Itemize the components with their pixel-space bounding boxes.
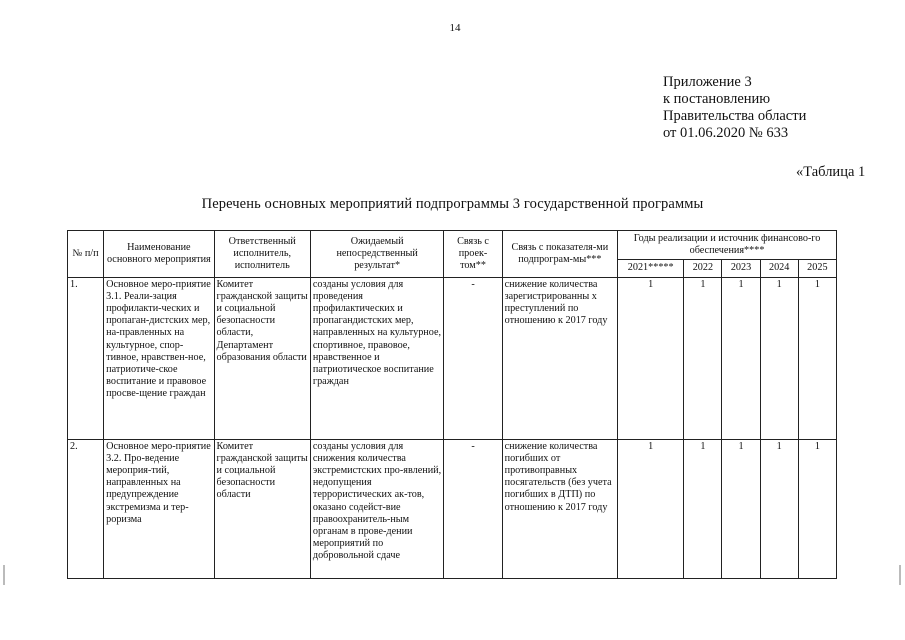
- header-year: 2021*****: [618, 260, 684, 277]
- cell-year-value: 1: [760, 439, 798, 578]
- table-row: [68, 439, 837, 578]
- activities-table: [67, 230, 837, 579]
- header-executor: Ответственный исполнитель, исполнитель: [214, 231, 310, 278]
- page-number: 14: [449, 22, 461, 34]
- cell-year-value: 1: [722, 439, 760, 578]
- document-title: Перечень основных мероприятий подпрограммы 3 государственной программы: [201, 196, 704, 212]
- appendix-line: к постановлению: [663, 91, 771, 107]
- scan-margin-mark: [899, 565, 901, 585]
- table-row: [68, 277, 837, 439]
- header-num: № п/п: [68, 231, 104, 278]
- cell-project: -: [444, 277, 502, 439]
- cell-name: Основное меро-приятие 3.2. Про-ведение мероприя-тий, направленных на предупреждение экстремизма и тер-роризма: [104, 439, 214, 578]
- cell-year-value: 1: [722, 277, 760, 439]
- cell-project: -: [444, 439, 502, 578]
- cell-result: созданы условия для проведения профилактических и пропагандистских мер, направленных на культурное, спортивное, правовое, нравственное и патриотическое воспитание граждан: [310, 277, 444, 439]
- appendix-line: от 01.06.2020 № 633: [663, 125, 789, 141]
- scan-margin-mark: [3, 565, 5, 585]
- appendix-line: Правительства области: [663, 108, 807, 124]
- cell-num: 1.: [68, 277, 104, 439]
- header-years-group: Годы реализации и источник финансово-го обеспечения****: [618, 231, 837, 260]
- header-indicators: Связь с показателя-ми подпрограм-мы***: [502, 231, 617, 278]
- header-projects: Связь с проек-том**: [444, 231, 502, 278]
- appendix-block: [663, 74, 806, 142]
- cell-result: созданы условия для снижения количества экстремистских про-явлений, недопущения террористических ак-тов, оказано содейст-вие правоохранитель-ным органам в прове-дении мероприятий по добровольной сдаче: [310, 439, 444, 578]
- cell-indicator: снижение количества зарегистрированны х преступлений по отношению к 2017 году: [502, 277, 617, 439]
- cell-year-value: 1: [798, 439, 836, 578]
- header-name: Наименование основного мероприятия: [104, 231, 214, 278]
- cell-year-value: 1: [760, 277, 798, 439]
- header-year: 2024: [760, 260, 798, 277]
- cell-executor: Комитет гражданской защиты и социальной безопасности области, Департамент образования области: [214, 277, 310, 439]
- header-year: 2025: [798, 260, 836, 277]
- cell-year-value: 1: [684, 277, 722, 439]
- cell-indicator: снижение количества погибших от противоправных посягательств (без учета погибших в ДТП) по отношению к 2017 году: [502, 439, 617, 578]
- table-label: «Таблица 1: [796, 164, 866, 180]
- cell-num: 2.: [68, 439, 104, 578]
- cell-executor: Комитет гражданской защиты и социальной безопасности области: [214, 439, 310, 578]
- header-result: Ожидаемый непосредственный результат*: [310, 231, 444, 278]
- header-year: 2022: [684, 260, 722, 277]
- cell-year-value: 1: [618, 439, 684, 578]
- cell-year-value: 1: [798, 277, 836, 439]
- appendix-line: Приложение 3: [663, 74, 752, 90]
- cell-year-value: 1: [684, 439, 722, 578]
- header-year: 2023: [722, 260, 760, 277]
- cell-year-value: 1: [618, 277, 684, 439]
- cell-name: Основное меро-приятие 3.1. Реали-зация профилакти-ческих и пропаган-дистских мер, на-правленных на культурное, спор-тивное, нравствен-ное, патриотиче-ское воспитание и правовое просве-щение граждан: [104, 277, 214, 439]
